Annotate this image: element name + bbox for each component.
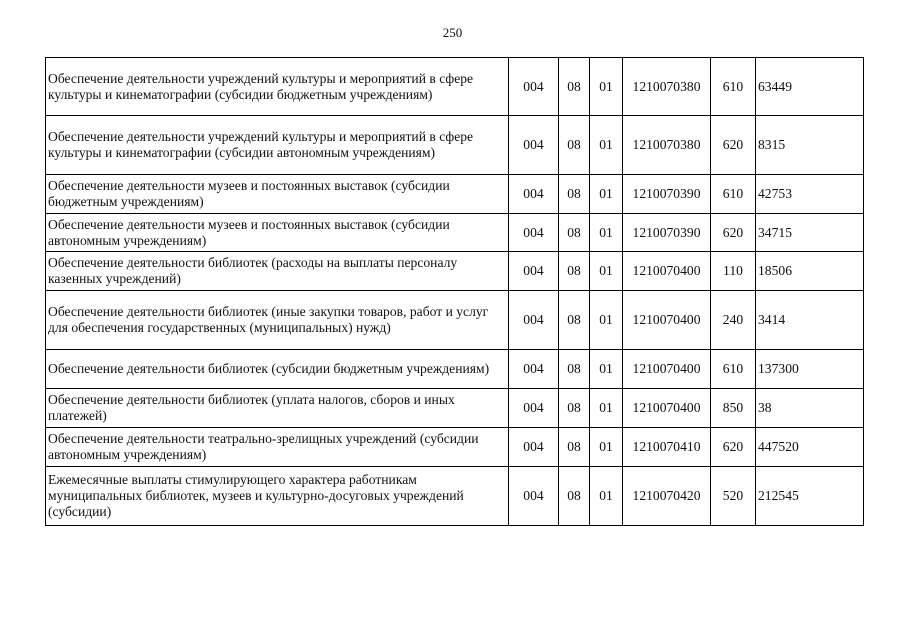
row-expense-type-code: 610	[711, 350, 756, 389]
table-row	[46, 350, 864, 389]
row-target-item-code: 1210070390	[623, 214, 711, 252]
row-subsection-code: 01	[590, 58, 623, 116]
row-expense-type-code: 610	[711, 175, 756, 214]
row-subsection-code: 01	[590, 428, 623, 467]
row-section-code: 08	[559, 389, 590, 428]
row-target-item-code: 1210070380	[623, 58, 711, 116]
row-expense-type-code: 620	[711, 214, 756, 252]
row-section-code: 08	[559, 214, 590, 252]
row-target-item-code: 1210070390	[623, 175, 711, 214]
row-target-item-code: 1210070400	[623, 252, 711, 291]
row-expense-type-code: 620	[711, 428, 756, 467]
row-target-item-code: 1210070400	[623, 350, 711, 389]
row-ministry-code: 004	[509, 350, 559, 389]
row-amount: 42753	[756, 175, 864, 214]
row-expense-type-code: 110	[711, 252, 756, 291]
row-ministry-code: 004	[509, 428, 559, 467]
row-section-code: 08	[559, 58, 590, 116]
row-description: Обеспечение деятельности библиотек (уплата налогов, сборов и иных платежей)	[46, 389, 509, 428]
row-amount: 3414	[756, 291, 864, 350]
table-row	[46, 116, 864, 175]
row-section-code: 08	[559, 291, 590, 350]
row-subsection-code: 01	[590, 175, 623, 214]
row-description: Обеспечение деятельности библиотек (субсидии бюджетным учреждениям)	[46, 350, 509, 389]
row-section-code: 08	[559, 350, 590, 389]
row-section-code: 08	[559, 428, 590, 467]
row-ministry-code: 004	[509, 467, 559, 526]
row-expense-type-code: 850	[711, 389, 756, 428]
row-description: Обеспечение деятельности учреждений культуры и мероприятий в сфере культуры и кинематографии (субсидии бюджетным учреждениям)	[46, 58, 509, 116]
row-section-code: 08	[559, 252, 590, 291]
row-amount: 212545	[756, 467, 864, 526]
table-row	[46, 428, 864, 467]
row-subsection-code: 01	[590, 252, 623, 291]
table-row	[46, 58, 864, 116]
table-row	[46, 389, 864, 428]
row-ministry-code: 004	[509, 175, 559, 214]
row-target-item-code: 1210070400	[623, 389, 711, 428]
row-section-code: 08	[559, 116, 590, 175]
row-description: Обеспечение деятельности театрально-зрелищных учреждений (субсидии автономным учреждениям)	[46, 428, 509, 467]
table-row	[46, 291, 864, 350]
row-target-item-code: 1210070420	[623, 467, 711, 526]
row-subsection-code: 01	[590, 350, 623, 389]
table-row	[46, 214, 864, 252]
row-amount: 18506	[756, 252, 864, 291]
row-target-item-code: 1210070380	[623, 116, 711, 175]
row-description: Обеспечение деятельности библиотек (расходы на выплаты персоналу казенных учреждений)	[46, 252, 509, 291]
row-description: Обеспечение деятельности музеев и постоянных выставок (субсидии бюджетным учреждениям)	[46, 175, 509, 214]
row-ministry-code: 004	[509, 58, 559, 116]
row-expense-type-code: 620	[711, 116, 756, 175]
row-amount: 8315	[756, 116, 864, 175]
row-target-item-code: 1210070400	[623, 291, 711, 350]
row-ministry-code: 004	[509, 291, 559, 350]
row-ministry-code: 004	[509, 116, 559, 175]
row-subsection-code: 01	[590, 291, 623, 350]
row-amount: 137300	[756, 350, 864, 389]
table-row	[46, 252, 864, 291]
page-number: 250	[442, 25, 463, 40]
row-expense-type-code: 610	[711, 58, 756, 116]
row-ministry-code: 004	[509, 252, 559, 291]
row-subsection-code: 01	[590, 389, 623, 428]
row-amount: 63449	[756, 58, 864, 116]
row-section-code: 08	[559, 467, 590, 526]
row-ministry-code: 004	[509, 389, 559, 428]
row-amount: 447520	[756, 428, 864, 467]
row-expense-type-code: 520	[711, 467, 756, 526]
row-expense-type-code: 240	[711, 291, 756, 350]
row-description: Обеспечение деятельности библиотек (иные закупки товаров, работ и услуг для обеспечения государственных (муниципальных) нужд)	[46, 291, 509, 350]
table-row	[46, 467, 864, 526]
row-description: Обеспечение деятельности музеев и постоянных выставок (субсидии автономным учреждениям)	[46, 214, 509, 252]
row-description: Ежемесячные выплаты стимулирующего характера работникам муниципальных библиотек, музеев и культурно-досуговых учреждений (субсидии)	[46, 467, 509, 526]
row-target-item-code: 1210070410	[623, 428, 711, 467]
row-amount: 38	[756, 389, 864, 428]
row-subsection-code: 01	[590, 214, 623, 252]
row-ministry-code: 004	[509, 214, 559, 252]
budget-table	[45, 57, 864, 526]
row-section-code: 08	[559, 175, 590, 214]
row-amount: 34715	[756, 214, 864, 252]
row-subsection-code: 01	[590, 116, 623, 175]
row-subsection-code: 01	[590, 467, 623, 526]
table-row	[46, 175, 864, 214]
row-description: Обеспечение деятельности учреждений культуры и мероприятий в сфере культуры и кинематографии (субсидии автономным учреждениям)	[46, 116, 509, 175]
